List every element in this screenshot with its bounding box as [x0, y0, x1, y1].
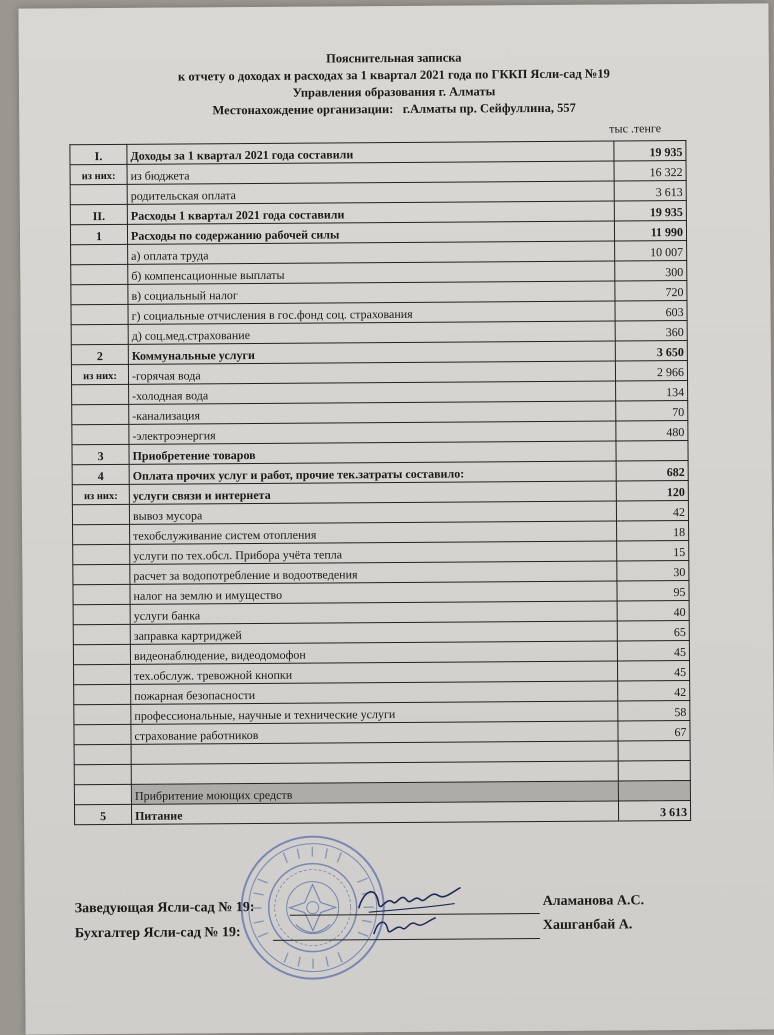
row-description-cell: услуги по тех.обсл. Прибора учёта тепла: [130, 541, 617, 564]
row-number-cell: 3: [72, 444, 129, 464]
accountant-name: Хашганбай А.: [543, 917, 633, 934]
row-description-cell: видеонаблюдение, видеодомофон: [130, 641, 617, 664]
row-description-cell: пожарная безопасности: [131, 681, 618, 704]
row-amount-cell: 3 613: [614, 180, 686, 201]
row-amount-cell: 134: [616, 380, 688, 401]
row-number-cell: I.: [70, 144, 127, 164]
row-amount-cell: 3 650: [615, 340, 687, 361]
row-description-cell: Приобретение товаров: [129, 441, 616, 464]
row-number-cell: [72, 384, 129, 404]
document-sheet: [18, 3, 774, 1034]
row-number-cell: [74, 764, 131, 784]
row-number-cell: [73, 564, 130, 584]
row-description-cell: услуги связи и интернета: [129, 481, 616, 504]
row-amount-cell: 45: [617, 640, 689, 661]
row-amount-cell: 300: [615, 260, 687, 281]
row-number-cell: [74, 784, 131, 804]
row-number-cell: [73, 544, 130, 564]
row-amount-cell: [618, 780, 690, 801]
row-description-cell: вывоз мусора: [129, 501, 616, 524]
row-number-cell: 4: [72, 464, 129, 484]
row-description-cell: страхование работников: [131, 721, 618, 744]
header-subtitle: к отчету о доходах и расходах за 1 квартал 2021 года по ГККП Ясли-сад №19: [19, 64, 769, 86]
head-name: Аламанова А.С.: [543, 893, 645, 910]
row-number-cell: [73, 644, 130, 664]
header-location: Местонахождение организации: г.Алматы пр. Сейфуллина, 557: [19, 98, 769, 120]
row-number-cell: 5: [74, 804, 131, 824]
row-number-cell: [74, 664, 131, 684]
row-amount-cell: 40: [617, 600, 689, 621]
row-description-cell: в) социальный налог: [128, 281, 615, 304]
row-number-cell: [74, 704, 131, 724]
row-description-cell: тех.обслуж. тревожной кнопки: [131, 661, 618, 684]
row-description-cell: -электроэнергия: [129, 421, 616, 444]
row-number-cell: [71, 244, 128, 264]
row-number-cell: из них:: [72, 484, 129, 504]
row-number-cell: [71, 304, 128, 324]
row-description-cell: Коммунальные услуги: [128, 341, 615, 364]
row-description-cell: Доходы за 1 квартал 2021 года составили: [127, 141, 614, 164]
row-number-cell: [74, 724, 131, 744]
row-description-cell: Питание: [131, 801, 618, 824]
row-description-cell: Расходы по содержанию рабочей силы: [127, 221, 614, 244]
row-amount-cell: 480: [616, 420, 688, 441]
row-number-cell: [72, 504, 129, 524]
accountant-signature-label: Бухгалтер Ясли-сад № 19:: [75, 925, 241, 942]
row-description-cell: -холодная вода: [129, 381, 616, 404]
row-description-cell: налог на землю и имущество: [130, 581, 617, 604]
row-number-cell: [74, 744, 131, 764]
row-amount-cell: 10 007: [615, 240, 687, 261]
row-amount-cell: 15: [617, 540, 689, 561]
row-description-cell: расчет за водопотребление и водоотведения: [130, 561, 617, 584]
row-description-cell: д) соц.мед.страхование: [128, 321, 615, 344]
row-amount-cell: 42: [618, 680, 690, 701]
row-description-cell: -горячая вода: [128, 361, 615, 384]
header-title: Пояснительная записка: [19, 47, 769, 69]
row-description-cell: профессиональные, научные и технические услуги: [131, 701, 618, 724]
row-amount-cell: 19 935: [614, 200, 686, 221]
row-number-cell: [73, 524, 130, 544]
row-amount-cell: 3 613: [618, 800, 690, 821]
row-number-cell: [71, 284, 128, 304]
row-description-cell: б) компенсационные выплаты: [128, 261, 615, 284]
head-signature-label: Заведующая Ясли-сад № 19:: [75, 900, 255, 917]
row-amount-cell: 360: [615, 320, 687, 341]
row-amount-cell: 603: [615, 300, 687, 321]
row-number-cell: из них:: [70, 164, 127, 184]
row-description-cell: Расходы 1 квартал 2021 года составили: [127, 201, 614, 224]
table-row: [74, 800, 690, 824]
header-department: Управления образования г. Алматы: [19, 81, 769, 103]
row-number-cell: [72, 424, 129, 444]
row-number-cell: [71, 324, 128, 344]
row-amount-cell: 11 990: [614, 220, 686, 241]
row-number-cell: [70, 184, 127, 204]
row-number-cell: 2: [71, 344, 128, 364]
row-description-cell: родительская оплата: [127, 181, 614, 204]
row-amount-cell: 720: [615, 280, 687, 301]
row-amount-cell: [618, 740, 690, 761]
row-description-cell: г) социальные отчисления в гос.фонд соц. страхования: [128, 301, 615, 324]
row-amount-cell: 67: [618, 720, 690, 741]
units-label: тыс .тенге: [609, 121, 661, 136]
row-amount-cell: 2 966: [615, 360, 687, 381]
row-amount-cell: 30: [617, 560, 689, 581]
row-number-cell: [72, 404, 129, 424]
row-number-cell: [73, 604, 130, 624]
row-description-cell: Прибритение моющих средств: [131, 781, 618, 804]
row-amount-cell: 45: [617, 660, 689, 681]
row-description-cell: -канализация: [129, 401, 616, 424]
document-header: [19, 47, 769, 120]
row-number-cell: [71, 264, 128, 284]
row-description-cell: заправка картриджей: [130, 621, 617, 644]
row-amount-cell: 65: [617, 620, 689, 641]
row-amount-cell: 682: [616, 460, 688, 481]
row-description-cell: услуги банка: [130, 601, 617, 624]
row-amount-cell: 58: [618, 700, 690, 721]
row-number-cell: 1: [70, 224, 127, 244]
row-amount-cell: 18: [617, 520, 689, 541]
row-description-cell: из бюджета: [127, 161, 614, 184]
row-amount-cell: 19 935: [614, 140, 686, 161]
row-number-cell: [73, 584, 130, 604]
row-description-cell: техобслуживание систем отопления: [130, 521, 617, 544]
row-description-cell: а) оплата труда: [128, 241, 615, 264]
row-number-cell: II.: [70, 204, 127, 224]
row-amount-cell: 70: [616, 400, 688, 421]
row-number-cell: из них:: [71, 364, 128, 384]
accountant-handwritten-signature: [370, 912, 440, 940]
report-table: [69, 140, 691, 825]
row-amount-cell: 95: [617, 580, 689, 601]
row-amount-cell: [618, 760, 690, 781]
row-number-cell: [74, 684, 131, 704]
row-amount-cell: 16 322: [614, 160, 686, 181]
row-number-cell: [73, 624, 130, 644]
row-amount-cell: [616, 440, 688, 461]
row-amount-cell: 120: [616, 480, 688, 501]
row-amount-cell: 42: [616, 500, 688, 521]
row-description-cell: Оплата прочих услуг и работ, прочие тек.затраты составило:: [129, 461, 616, 484]
